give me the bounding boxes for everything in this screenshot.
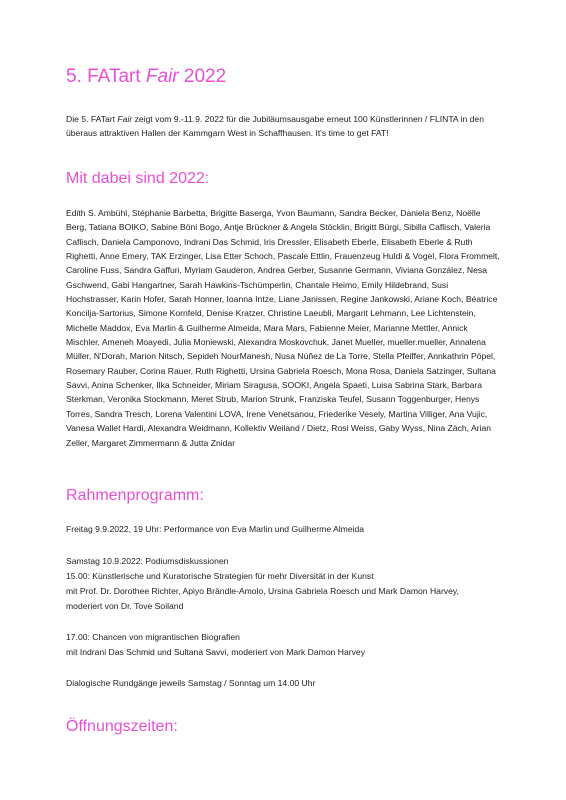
title-prefix: 5. FATart (66, 66, 146, 87)
intro-part1: Die 5. FATart (66, 114, 118, 124)
page-title (66, 66, 226, 88)
program-friday: Freitag 9.9.2022, 19 Uhr: Performance von Eva Marlin und Guilherme Almeida (66, 524, 365, 534)
artists-heading: Mit dabei sind 2022: (66, 170, 210, 187)
intro-paragraph (66, 112, 506, 140)
program-panel1-participants: mit Prof. Dr. Dorothee Richter, Apiyo Brändle-Amolo, Ursina Gabriela Roesch und Mark Damon Harvey, (66, 586, 459, 596)
program-panel2-participants: mit Indrani Das Schmid und Sultana Savvi, moderiert von Mark Damon Harvey (66, 647, 365, 657)
program-panel1-title: 15.00: Künstlerische und Kuratorische Strategien für mehr Diversität in der Kunst (66, 571, 374, 581)
intro-part2: zeigt vom 9.-11.9. 2022 für die Jubiläumsausgabe erneut 100 Künstlerinnen / FLINTA in den überaus attraktiven Hallen der Kammgarn West in Schaffhausen. It's time to get FAT! (66, 114, 484, 138)
program-tours: Dialogische Rundgänge jeweils Samstag / Sonntag um 14.00 Uhr (66, 678, 316, 688)
opening-hours-heading: Öffnungszeiten: (66, 718, 178, 735)
artists-list: Edith S. Ambühl, Stéphanie Barbetta, Brigitte Baserga, Yvon Baumann, Sandra Becker, Daniela Benz, Noëlle Berg, Tatiana BOIKO, Sabine Böni Bogo, Antje Brückner & Angela Stöcklin, Brigitt Bürgi, Sibilla Caflisch, Valeria Caflisch, Daniela Camponovo, Indrani Das Schmid, Iris Dressler, Elisabeth Eberle, Elisabeth Eberle & Ruth Righetti, Anne Emery, TAK Erzinger, Lisa Etter Schoch, Pascale Ettlin, Frauenzeug Huldi & Vogel, Flora Frommelt, Caroline Fuss, Sandra Gaffuri, Myriam Gauderon, Andrea Gerber, Susanne Germann, Viviana González, Nesa Gschwend, Gabi Hangartner, Sarah Hawkins-Tschümperlin, Chantale Heimo, Emily Hildebrand, Susi Hochstrasser, Karin Hofer, Sarah Honner, Ioanna Intze, Liane Janissen, Regine Jankowski, Ariane Koch, Béatrice Koncilja-Sartorius, Simone Kornfeld, Denise Kratzer, Christine Laeubli, Margarit Lehmann, Lee Lichtenstein, Michelle Maddox, Eva Marlin & Guilherme Almeida, Mara Mars, Fabienne Meier, Marianne Mettler, Annick Mischler, Ameneh Moayedi, Julia Moniewski, Alexandra Moskovchuk, Janet Mueller, mueller.mueller, Annalena Müller, N'Dorah, Marion Nitsch, Sepideh NourManesh, Nusa Núñez de La Torre, Stella Pfeiffer, Annkathrin Pöpel, Rosemary Rauber, Corina Rauer, Ruth Righetti, Ursina Gabriela Roesch, Mona Rosa, Daniela Satzinger, Sultana Savvi, Anina Schenker, Ilka Schneider, Miriam Siragusa, SOOKI, Angela Spaeti, Luisa Sabrina Stark, Barbara Sterkman, Veronika Stockmann, Meret Strub, Marion Strunk, Franziska Teufel, Susann Toggenburger, Henys Torres, Sandra Tresch, Lorena Valentini LOVA, Irene Venetsanou, Friederike Vesely, Martina Villiger, Ana Vujic, Vanesa Wallet Hardi, Alexandra Weidmann, Kollektiv Weiland / Dietz, Rosi Weiss, Gaby Wyss, Nina Zäch, Arian Zeller, Margaret Zimmermann & Jutta Znidar (66, 208, 500, 448)
intro-italic: Fair (117, 114, 133, 124)
title-suffix: 2022 (178, 66, 227, 87)
program-panel1-moderator: moderiert von Dr. Tove Soiland (66, 601, 184, 611)
program-saturday-title: Samstag 10.9.2022: Podiumsdiskussionen (66, 556, 229, 566)
program-panel2-title: 17.00: Chancen von migrantischen Biografien (66, 632, 240, 642)
program-heading: Rahmenprogramm: (66, 487, 204, 504)
title-italic: Fair (145, 66, 179, 87)
